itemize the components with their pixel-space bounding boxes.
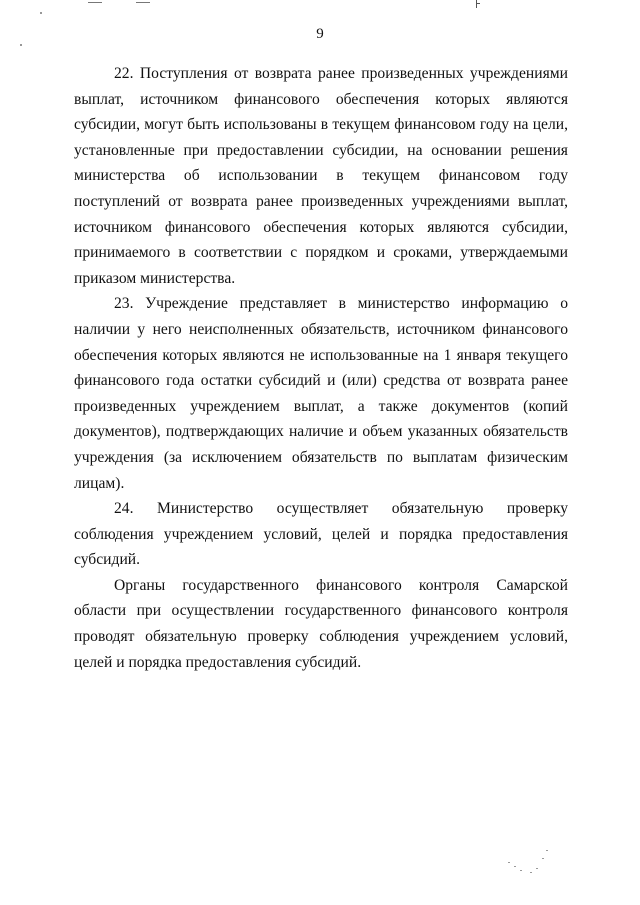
scan-artifact [20,44,22,46]
scan-artifact [542,858,544,859]
paragraph-22: 22. Поступления от возврата ранее произведенных учреждениями выплат, источником финансового обеспечения которых являются субсидии, могут быть использованы в текущем финансовом году на цели, установленные при предоставлении субсидии, на основании решения министерства об использовании в текущем финансовом году поступлений от возврата ранее произведенных учреждениями выплат, источником финансового обеспечения которых являются субсидии, принимаемого в соответствии с порядком и сроками, утверждаемыми приказом министерства. [74,65,568,287]
scan-artifact [40,12,42,14]
scan-artifact [520,870,522,871]
scan-artifact [530,872,532,873]
scan-artifact [508,862,510,863]
scan-artifact [536,868,538,869]
document-body [74,61,568,675]
scan-artifact [136,2,150,3]
scan-artifact [88,2,102,3]
paragraph-24: 24. Министерство осуществляет обязательную проверку соблюдения учреждением условий, целей и порядка предоставления субсидий. [74,500,568,569]
scan-artifact [546,850,548,851]
page-number: 9 [316,26,324,42]
scan-artifact [477,3,480,4]
scan-artifact [476,0,477,8]
scan-artifact [514,866,516,867]
paragraph-control-bodies: Органы государственного финансового контроля Самарской области при осуществлении государственного финансового контроля проводят обязательную проверку соблюдения учреждением условий, целей и порядка предоставления субсидий. [74,576,568,671]
paragraph-23: 23. Учреждение представляет в министерство информацию о наличии у него неисполненных обязательств, источником финансового обеспечения которых являются не использованные на 1 января текущего финансового года остатки субсидий и (или) средства от возврата ранее произведенных учреждением выплат, а также документов (копий документов), подтверждающих наличие и объем указанных обязательств учреждения (за исключением обязательств по выплатам физическим лицам). [74,295,568,492]
